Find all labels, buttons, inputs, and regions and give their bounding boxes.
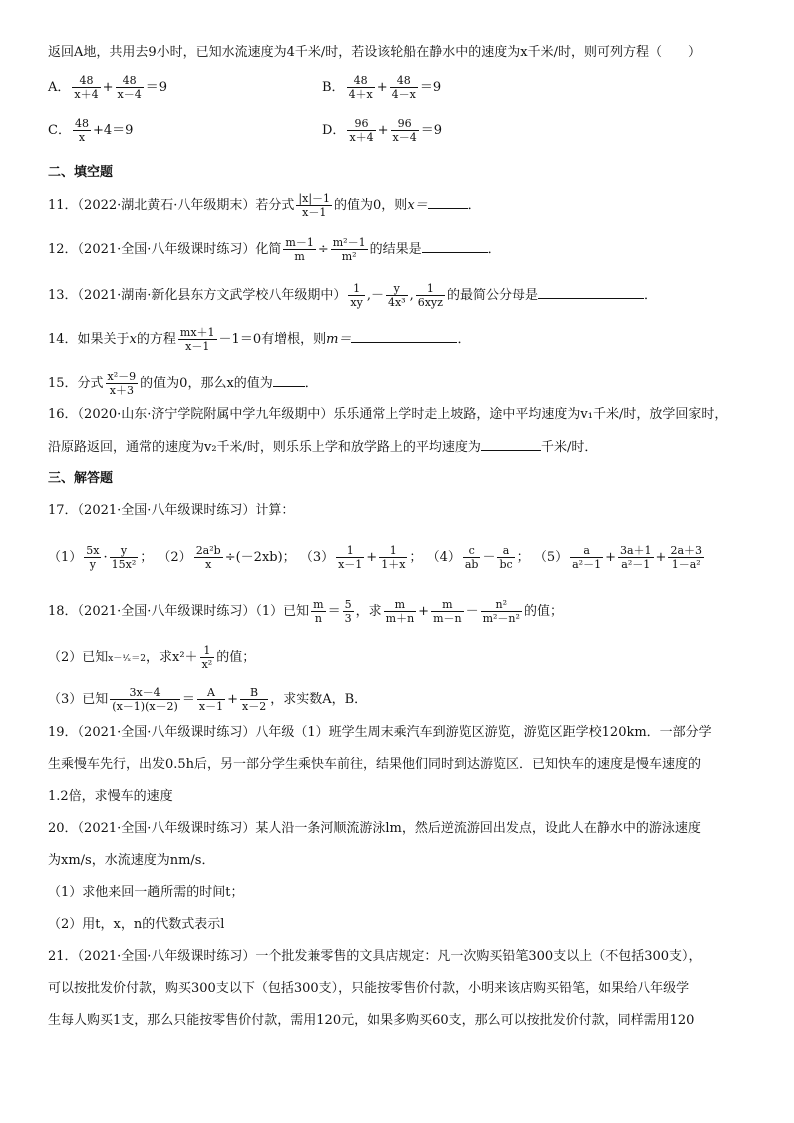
fraction: $\frac{1}{1+x}$	[381, 544, 406, 571]
answer-blank[interactable]	[428, 196, 468, 209]
fraction: $\frac{a}{bc}$	[499, 544, 513, 571]
fraction: $\frac{1}{xy}$	[350, 282, 363, 309]
q16-line-1: 16．（2020·山东·济宁学院附属中学九年级期中）乐乐通常上学时走上坡路，途中平均速度为v₁千米/时，放学回家时，	[48, 407, 728, 422]
q17-stem: 17．（2021·全国·八年级课时练习）计算：	[48, 503, 295, 518]
option-label: D．	[322, 123, 346, 138]
fraction: $\frac{\text{2a²b}}{x}$	[195, 544, 221, 571]
q10-option-a[interactable]: A． $\frac{48}{x+4}$ + $\frac{48}{x-4}$ ＝9	[48, 74, 167, 101]
fraction: $\frac{y}{\text{15x²}}$	[111, 544, 137, 571]
fraction: $\frac{96}{x-4}$	[392, 117, 417, 144]
fraction: $\frac{48}{x}$	[74, 117, 89, 144]
q10-option-c[interactable]: C． $\frac{48}{x}$ +4＝9	[48, 117, 134, 144]
fraction: $\frac{48}{x-4}$	[117, 74, 142, 101]
q18-part-1: 18．（2021·全国·八年级课时练习）（1）已知 $\frac{m}{n}$ ＝ $\frac{5}{3}$ ，求 $\frac{m}{m+n}$ + $\frac{m}{m-n}$ － $\frac{\text{n²}}{\text{m²－n²}}$ 的值；	[48, 598, 563, 625]
fraction: $\frac{B}{x-2}$	[241, 686, 267, 713]
fraction: $\frac{1}{x-1}$	[338, 544, 363, 571]
fraction: $\frac{m}{n}$	[313, 598, 324, 625]
q20-line-2: 为xm/s，水流速度为nm/s．	[48, 853, 215, 868]
q21-line-2: 可以按批发价付款，购买300支以下（包括300支），只能按零售价付款，小明来该店购买铅笔，如果给八年级学	[48, 981, 690, 996]
q12: 12．（2021·全国·八年级课时练习）化简 $\frac{m-1}{m}$ ÷ $\frac{\text{m²－1}}{\text{m²}}$ 的结果是 ．	[48, 236, 501, 263]
q21-line-3: 生每人购买1支，那么只能按零售价付款，需用120元，如果多购买60支，那么可以按批发价付款，同样需用120	[48, 1013, 695, 1028]
fraction: $\frac{|x|-1}{x-1}$	[298, 192, 331, 219]
q15: 15．分式 $\frac{\text{x²－9}}{x+3}$ 的值为0，那么x的值为 ．	[48, 370, 318, 397]
answer-blank[interactable]	[481, 438, 541, 451]
q20-line-1: 20．（2021·全国·八年级课时练习）某人沿一条河顺流游泳lm，然后逆流游回出发点，设此人在静水中的游泳速度	[48, 821, 701, 836]
q10-option-b[interactable]: B． $\frac{48}{4+x}$ + $\frac{48}{4-x}$ ＝9	[322, 74, 442, 101]
fraction: $\frac{1}{\text{x²}}$	[201, 644, 213, 671]
q20-part-1: （1）求他来回一趟所需的时间t；	[48, 885, 244, 900]
fraction: $\frac{a}{\text{a²－1}}$	[572, 544, 602, 571]
fraction: $\frac{\text{n²}}{\text{m²－n²}}$	[482, 598, 520, 625]
fraction: $\frac{3x-4}{(x-1)(x-2)}$	[112, 686, 178, 713]
fraction: $\frac{5}{3}$	[344, 598, 352, 625]
fraction: $\frac{48}{4+x}$	[348, 74, 373, 101]
answer-blank[interactable]	[351, 330, 457, 343]
q18-part-3: （3）已知 $\frac{3x-4}{(x-1)(x-2)}$ ＝ $\frac{A}{x-1}$ + $\frac{B}{x-2}$ ，求实数A，B．	[48, 686, 368, 713]
option-label: B．	[322, 80, 345, 95]
answer-blank[interactable]	[538, 286, 644, 299]
q16-line-2: 沿原路返回，通常的速度为v₂千米/时，则乐乐上学和放学路上的平均速度为 千米/时．	[48, 440, 598, 455]
fraction: $\frac{48}{x+4}$	[74, 74, 99, 101]
q19-line-1: 19．（2021·全国·八年级课时练习）八年级（1）班学生周末乘汽车到游览区游览，游览区距学校120km．一部分学	[48, 725, 712, 740]
fraction: $\frac{c}{ab}$	[464, 544, 479, 571]
fraction: $\frac{m-1}{m}$	[285, 236, 314, 263]
fraction: $\frac{m}{m+n}$	[385, 598, 415, 625]
fraction: $\frac{1}{\text{6xyz}}$	[417, 282, 443, 309]
fraction: $\frac{y}{\text{4x³}}$	[387, 282, 406, 309]
fraction: $\frac{A}{x-1}$	[198, 686, 224, 713]
q19-line-2: 生乘慢车先行，出发0.5h后，另一部分学生乘快车前往，结果他们同时到达游览区．已知快车的速度是慢车速度的	[48, 757, 702, 772]
fraction: $\frac{2a+3}{\text{1－a²}}$	[670, 544, 703, 571]
fraction: $\frac{mx+1}{x-1}$	[179, 326, 215, 353]
q20-part-2: （2）用t，x，n的代数式表示l	[48, 917, 225, 932]
fraction: $\frac{\text{x²－9}}{x+3}$	[107, 370, 137, 397]
q13: 13．（2021·湖南·新化县东方文武学校八年级期中） $\frac{1}{xy}$ ,－ $\frac{y}{\text{4x³}}$ , $\frac{1}{\text{6xyz}}$ 的最简公分母是 ．	[48, 282, 657, 309]
q11: 11．（2022·湖北黄石·八年级期末）若分式 $\frac{|x|-1}{x-1}$ 的值为0，则x＝ ．	[48, 192, 481, 219]
fraction: $\frac{5x}{y}$	[86, 544, 100, 571]
q10-option-d[interactable]: D． $\frac{96}{x+4}$ + $\frac{96}{x-4}$ ＝9	[322, 117, 443, 144]
q18-part-2: （2）已知x－¹⁄ₓ＝2，求x²＋ $\frac{1}{\text{x²}}$ 的值；	[48, 644, 256, 671]
fraction: $\frac{3a+1}{\text{a²－1}}$	[619, 544, 652, 571]
fraction: $\frac{96}{x+4}$	[349, 117, 374, 144]
q17-parts: （1） $\frac{5x}{y}$ · $\frac{y}{\text{15x²}}$ ； （2） $\frac{\text{2a²b}}{x}$ ÷(－2xb)； （3） $\frac{1}{x-1}$ + $\frac{1}{1+x}$ ； （4） $\frac{c}{ab}$ － $\frac{a}{bc}$ ； （5） $\frac{a}{\text{a²－1}}$ + $\frac{3a+1}{\text{a²－1}}$ + $\frac{2a+3}{\text{1－a²}}$	[48, 544, 703, 571]
fraction: $\frac{48}{4-x}$	[391, 74, 416, 101]
q14: 14．如果关于x的方程 $\frac{mx+1}{x-1}$ －1＝0有增根，则m＝ ．	[48, 326, 471, 353]
fraction: $\frac{m}{m-n}$	[433, 598, 462, 625]
option-label: C．	[48, 123, 71, 138]
answer-blank[interactable]	[273, 374, 305, 387]
q21-line-1: 21．（2021·全国·八年级课时练习）一个批发兼零售的文具店规定：凡一次购买铅笔300支以上（不包括300支），	[48, 949, 702, 964]
section-heading-fill-in: 二、填空题	[48, 165, 114, 180]
answer-blank[interactable]	[422, 240, 488, 253]
option-label: A．	[48, 80, 71, 95]
q19-line-3: 1.2倍，求慢车的速度	[48, 789, 173, 804]
fraction: $\frac{\text{m²－1}}{\text{m²}}$	[332, 236, 366, 263]
section-heading-solve: 三、解答题	[48, 471, 114, 486]
q10-stem: 返回A地，共用去9小时，已知水流速度为4千米/时，若设该轮船在静水中的速度为x千米/时，则可列方程（ ）	[48, 45, 702, 60]
